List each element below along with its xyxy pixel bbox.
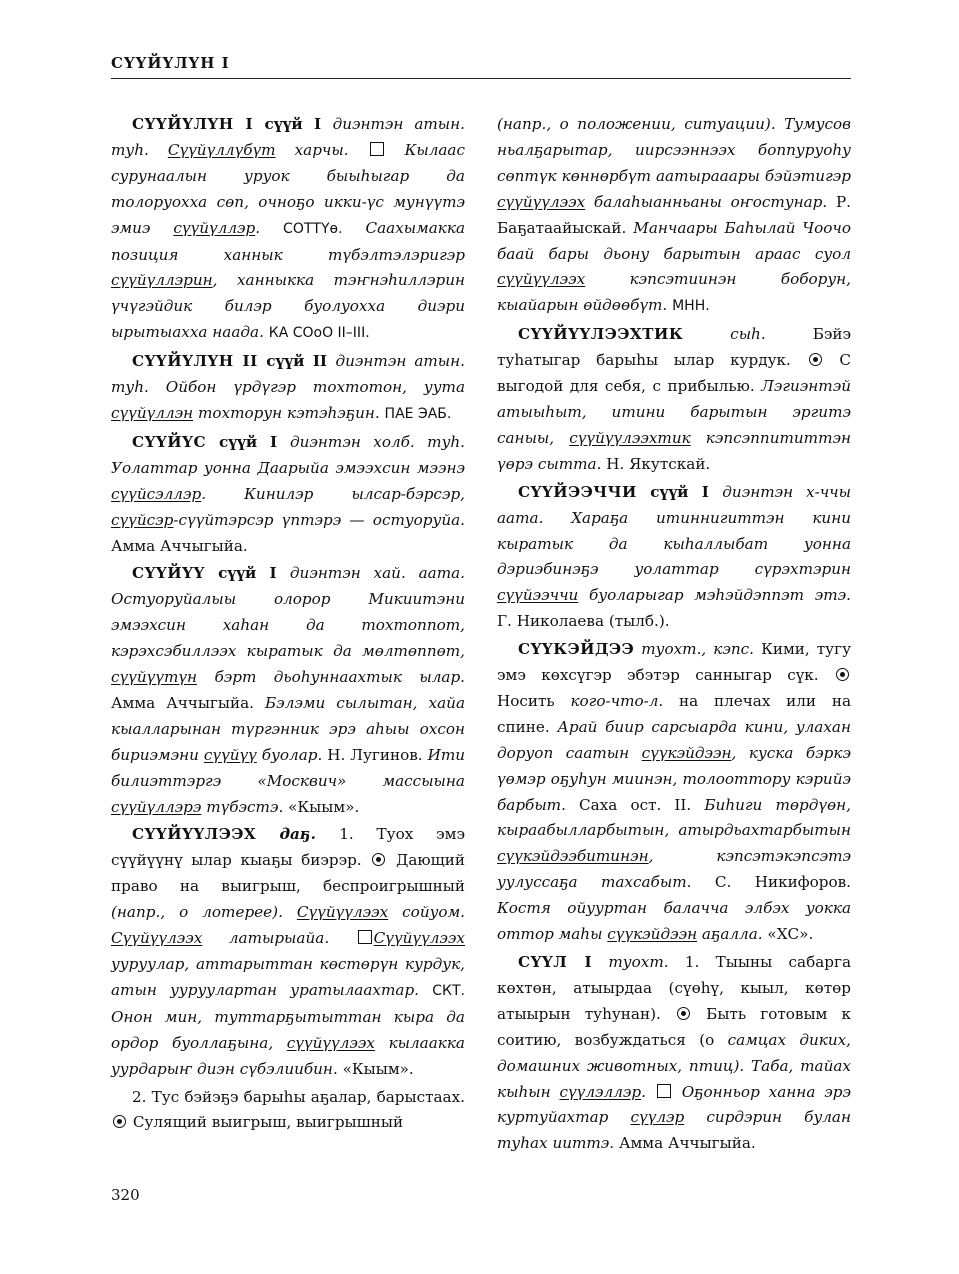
headword: СҮҮЙҮҮЛЭЭХ	[132, 825, 257, 844]
headword: СҮҮЙҮС	[132, 432, 207, 451]
translation: Дающий право на выигрыш, беспроигрышный	[111, 851, 465, 896]
entry-text: , куска бэркэ үөмэр оҕуһун миинэн, толооттору кэрийэ барбыт.	[497, 743, 851, 814]
source-ref: «ХС».	[767, 925, 814, 944]
headword: СҮҮЙЭЭЧЧИ	[518, 482, 637, 501]
example-word: сүүлэллэр	[559, 1082, 642, 1101]
entry-text: Бэйэ туһатыгар барыһы ылар курдук.	[497, 325, 851, 370]
ring-mark-icon	[836, 668, 849, 681]
entry-text: харчы.	[275, 140, 368, 159]
example-word: Сүүйүүлээх	[111, 929, 203, 948]
headword: СҮҮЛ I	[518, 953, 593, 971]
entry-text: Костя ойууртан балачча элбэх уокка оттор маһы	[497, 899, 851, 944]
translation: С выгодой для себя, с прибылью.	[497, 351, 851, 396]
entry-text: Арай биир сарсыарда кини, улахан доруоп саатын	[497, 717, 851, 762]
source-ref: Н. Якутскай.	[606, 454, 711, 473]
example-word: сүүлэр	[630, 1108, 685, 1127]
grammar-label: сыһ.	[683, 325, 813, 344]
entry-text: Оҕонньор ханна эрэ куртуйахтар	[497, 1082, 852, 1127]
example-word: сүүйүүлээхтик	[569, 428, 691, 447]
headword: СҮҮЙҮЛҮН II	[132, 352, 258, 371]
entry-text: сирдэрин булан туһах ииттэ.	[497, 1108, 851, 1153]
source-ref: Н. Лугинов.	[327, 745, 423, 764]
dictionary-entry	[497, 950, 851, 1157]
entry-text: диэнтэн атын. туһ. Ойбон үрдүгэр тохтотон, уута	[111, 352, 465, 397]
left-column	[111, 112, 465, 1138]
example-word: сүүйүүлээх	[497, 192, 586, 211]
example-word: сүүйүллэрин	[111, 271, 213, 290]
entry-text: Биһиги төрдүөн, кыраабылларбытын, атырдьахтарбытын	[497, 795, 851, 840]
example-word: сүүйүүлээх	[497, 270, 586, 289]
entry-text: диэнтэн холб. туһ. Уолаттар уонна Даарыйа эмээхсин мээнэ	[111, 432, 466, 477]
translation-note: кого-что-л.	[570, 691, 664, 710]
dictionary-entry	[111, 430, 465, 560]
translation: Быть готовым к соитию, возбуждаться (о	[497, 1004, 851, 1049]
example-word: сүүкэйдээн	[607, 925, 698, 944]
example-word: сүүйүллэр	[173, 218, 256, 237]
box-mark-icon	[358, 930, 372, 944]
entry-text: .	[641, 1082, 655, 1101]
headword: СҮҮКЭЙДЭЭ	[518, 640, 635, 659]
entry-text: , кэпсэтэкэпсэтэ уулуссаҕа тахсабыт.	[497, 847, 851, 892]
example-word: сүүйүллэрэ	[111, 797, 202, 816]
translation: на плечах или на спине.	[497, 691, 852, 736]
entry-text: . Кинилэр ылсар-бэрсэр,	[201, 484, 465, 503]
source-ref: Амма Аччыгыйа.	[111, 536, 248, 555]
grammar-label: туохт., кэпс.	[634, 640, 762, 659]
dictionary-entry	[497, 480, 851, 635]
source-ref: «Кыым».	[342, 1059, 414, 1078]
entry-text: 1. Туох эмэ сүүйүүнү ылар кыаҕы биэрэр.	[111, 825, 465, 870]
page-number: 320	[111, 1186, 140, 1204]
ring-mark-icon	[677, 1007, 690, 1020]
source-ref: «Кыым».	[288, 797, 360, 816]
dictionary-entry	[111, 1085, 465, 1137]
entry-text: кэпсэппититтэн үөрэ сытта.	[497, 428, 851, 473]
example-word: сүүйүү	[203, 745, 257, 764]
entry-text: Манчаары Баһылай Чоочо баай бары дьону барытын араас суол	[497, 218, 851, 263]
header-rule	[111, 78, 851, 79]
headword: СҮҮЙҮҮЛЭЭХТИК	[518, 325, 684, 344]
right-column	[497, 112, 851, 1159]
entry-text: кылаакка уурдарыҥ диэн сүбэлиибин.	[111, 1033, 465, 1078]
translation: Сулящий выигрыш, выигрышный	[128, 1113, 404, 1132]
source-ref: МНН.	[672, 298, 710, 315]
source-ref: ПАЕ ЭАБ.	[384, 405, 452, 422]
entry-text: буоларыгар мэһэйдэппэт этэ.	[578, 586, 851, 605]
box-mark-icon	[657, 1084, 671, 1098]
entry-text: , ханныкка тэҥнэһиллэрин үчүгэйдик билэр буолуохха диэри ырытыахха наада.	[111, 271, 465, 342]
example-word: сүүкэйдээн	[641, 743, 732, 762]
entry-text: .	[255, 218, 284, 237]
entry-text: (напр., о положении, ситуации). Тумусов ньалҕарытар, иирсээннээх боппуруоһу сөптүк көннөрбүт аатырааары бэйэтигэр	[497, 115, 851, 185]
entry-text: Онон мин, туттарҕытыттан кыра да ордор буоллаҕына,	[111, 1007, 465, 1052]
entry-text: Ити билиэттэргэ «Москвич» массыына	[111, 745, 465, 790]
entry-text: Бэлэми сылытан, хайа кыалларынан түргэнник эрэ аһыы охсон бириэмэни	[111, 693, 466, 764]
example-word: сүүйээччи	[497, 586, 579, 605]
example-word: сүүкэйдээбитинэн	[497, 847, 649, 866]
headword: СҮҮЙҮҮ	[132, 564, 205, 583]
grammar-label: сүүй I	[253, 115, 333, 133]
grammar-label: даҕ.	[256, 825, 340, 844]
grammar-label: сүүй I	[206, 432, 291, 451]
grammar-label: туохт.	[592, 953, 685, 971]
entry-text: -сүүйтэрсэр үптэрэ — остуоруйа.	[173, 510, 465, 529]
source-ref: Р. Баҕатаайыскай.	[497, 192, 851, 237]
example-word: сүүйүүлээх	[286, 1033, 375, 1052]
entry-text: Лэгиэнтэй атыыһыт, итини барытын эргитэ саныы,	[497, 377, 851, 447]
entry-text: Кими, тугу эмэ көхсүгэр эбэтэр санныгар сүк.	[497, 640, 851, 685]
entry-text: 2. Тус бэйэҕэ барыһы аҕалар, барыстаах.	[132, 1087, 465, 1106]
entry-text: Кылаас сурунаалын уруок быыһыгар да толоруохха сөп, очноҕо икки-үс мунүүтэ эмиэ	[111, 140, 465, 237]
grammar-label: сүүй I	[204, 564, 290, 583]
dictionary-entry	[111, 112, 465, 347]
entry-text: ууруулар, аттарыттан көстөрүн курдук, атын ууруулартан уратылаахтар.	[111, 955, 465, 999]
dictionary-entry	[111, 822, 465, 1082]
example-word: сүүйүллэн	[111, 403, 194, 422]
source-ref: Амма Аччыгыйа.	[111, 693, 254, 712]
entry-text: түбэстэ.	[201, 797, 289, 816]
example-word: сүүйсэллэр	[111, 484, 202, 503]
source-ref: Г. Николаева (тылб.).	[497, 612, 670, 631]
entry-text: аҕалла.	[697, 925, 768, 944]
entry-text: самцах диких, домашних животных, птиц). Таба, тайах кыһын	[497, 1030, 852, 1101]
source-ref: Амма Аччыгыйа.	[618, 1134, 756, 1153]
entry-text: латырыайа.	[202, 929, 356, 948]
entry-text: (напр., о лотерее).	[111, 903, 297, 922]
source-ref: СКТ.	[432, 982, 465, 999]
box-mark-icon	[370, 142, 384, 156]
example-word: Сүүйүүлээх	[296, 903, 389, 922]
entry-text: Саахымакка позиция ханнык түбэлтэлэригэр	[111, 218, 465, 264]
dictionary-entry	[111, 349, 465, 428]
dictionary-entry	[497, 112, 851, 320]
running-head: СҮҮЙҮЛҮН I	[111, 54, 230, 72]
ring-mark-icon	[809, 353, 822, 366]
translation: Носить	[497, 691, 571, 710]
source-ref: СОТТҮө.	[283, 220, 343, 237]
example-word: Сүүйүүлээх	[373, 929, 465, 948]
example-word: сүүйүүтүн	[111, 668, 198, 687]
example-word: сүүйсэр	[111, 510, 174, 529]
grammar-label: сүүй II	[257, 352, 336, 371]
entry-text: бэрт дьоһуннаахтык ылар.	[197, 668, 465, 687]
entry-text: тохторун кэтэһэҕин.	[193, 403, 385, 422]
source-ref: КА СОоО II–III.	[268, 325, 370, 342]
entry-text: балаһыанньаны оҥостунар.	[585, 192, 836, 211]
entry-text: буолар.	[256, 745, 328, 764]
dictionary-entry	[497, 637, 851, 948]
entry-text: сойуом.	[388, 903, 465, 922]
dictionary-entry	[111, 561, 465, 820]
entry-text: диэнтэн хай. аата. Остуоруйалыы олорор Микиитэни эмээхсин хаһан да тохтоппот, кэрэхсэбиллээх кыратык да мөлтөппөт,	[111, 564, 465, 661]
entry-text: диэнтэн атын. туһ.	[111, 115, 465, 159]
example-word: Сүүйүллүбүт	[167, 140, 276, 159]
ring-mark-icon	[113, 1115, 126, 1128]
headword: СҮҮЙҮЛҮН I	[132, 115, 254, 133]
source-ref: С. Никифоров.	[714, 873, 851, 892]
grammar-label: сүүй I	[636, 482, 723, 501]
entry-text: 1. Тыыны сабарга көхтөн, атыырдаа (сүөһү, кыыл, көтөр атыырын туһунан).	[497, 953, 852, 1023]
dictionary-entry	[497, 322, 851, 477]
ring-mark-icon	[372, 853, 385, 866]
entry-text: диэнтэн х-ччы аата. Хараҕа итиннигиттэн кини кыратык да кыһаллыбат уонна дэриэбинэҕэ уолаттар сүрэхтэрин	[497, 482, 851, 579]
entry-text: кэпсэтиинэн боборун, кыайарын өйдөөбүт.	[497, 270, 851, 315]
source-ref: Саха ост. II.	[579, 795, 692, 814]
